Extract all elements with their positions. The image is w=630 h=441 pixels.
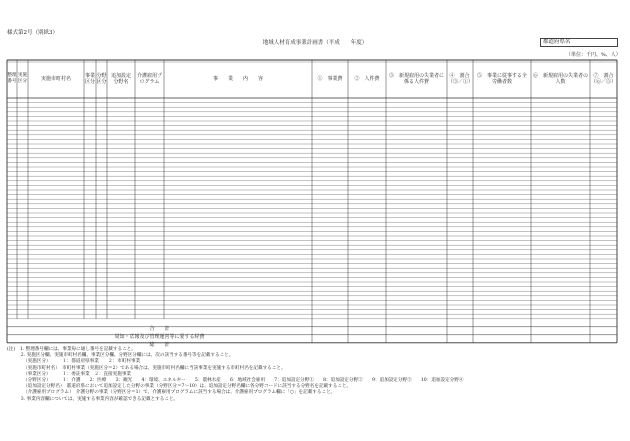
- col-header-new-hires: ⑥ 新規雇用の失業者の人数: [533, 73, 589, 85]
- note-line: （実施市町村名） 市町村事業（実施区分＝2）である場合は、実施市町村名欄に当該事業を実施する市町村名を記載すること。: [7, 365, 286, 371]
- note-line: （介護雇用プログラム） 介護分野の事業（分野区分＝1）で、介護雇用プログラムに該当する場合は、介護雇用プログラム欄に「○」を記載すること。: [7, 390, 336, 396]
- note-line: 3. 事業内容欄については、実施する事業内容が確認できる記載とすること。: [7, 396, 179, 402]
- col-header-new-hire-labor: ③ 新規雇用の失業者に係る人件費: [388, 73, 444, 85]
- note-line: (注) 1. 整理番号欄には、事業毎に通し番号を記載すること。: [7, 347, 136, 352]
- col-header-cost: ① 事業費: [317, 76, 343, 82]
- col-header-field: 分野区分: [96, 73, 107, 85]
- col-header-ratio-a: ④ 割合（③／①）: [448, 73, 474, 85]
- note-line: （実施区分） １：都道府県事業 ２：市町村事業: [7, 359, 141, 365]
- document-title: 地域人材育成事業計画書（平成 年度）: [262, 40, 368, 46]
- note-line: （事業区分） １：委託事業 ２：直接実施事業: [7, 371, 132, 377]
- total-row-label: 総 計: [149, 342, 170, 348]
- col-header-content: 事 業 内 容: [212, 76, 263, 82]
- pr-costs-row-label: 周知・広報及び管理運営等に要する経費: [114, 334, 205, 340]
- col-header-municipality: 実施市町村名: [40, 76, 71, 82]
- plan-table: [7, 60, 617, 348]
- note-line: （追加設定分野名） 都道府県において追加設定した分野の事業（分野区分＝7〜10）は、追加設定分野名欄に各分野コードに該当する分野名を記載すること。: [7, 384, 352, 390]
- table-grid: [7, 60, 617, 341]
- prefecture-field[interactable]: 都道府県名: [540, 38, 618, 47]
- note-line: （分野区分） １：介護 2：医療 3：観光 4：環境、エネルギー 5：農林水産 6：地域社会雇用 7：追加設定分野① 8：追加設定分野② 9：追加設定分野③ 10：追加設定分野④: [7, 378, 464, 383]
- note-line: 2. 実施区分欄、実施市町村名欄、事業区分欄、分野区分欄には、次の該当する番号等を記載すること。: [7, 353, 234, 359]
- unit-note: （単位：千円、%、人）: [566, 52, 621, 58]
- col-header-project-type: 事業区分: [84, 73, 95, 85]
- col-header-impl: 実施区分: [18, 73, 27, 84]
- col-header-labor: ② 人件費: [354, 76, 380, 82]
- col-header-care-program: 介護雇用プログラム: [137, 73, 163, 85]
- col-header-workers: ⑤ 事業に従事する全労働者数: [476, 73, 527, 85]
- col-header-seq: 整理番号: [7, 73, 17, 84]
- form-code: 様式第2号（別紙3）: [7, 30, 58, 36]
- col-header-additional-field: 追加設定分野名: [110, 73, 131, 85]
- subtotal-row-label: 合 計: [149, 326, 170, 332]
- col-header-ratio-b: ⑦ 割合（⑥／⑤）: [591, 73, 617, 85]
